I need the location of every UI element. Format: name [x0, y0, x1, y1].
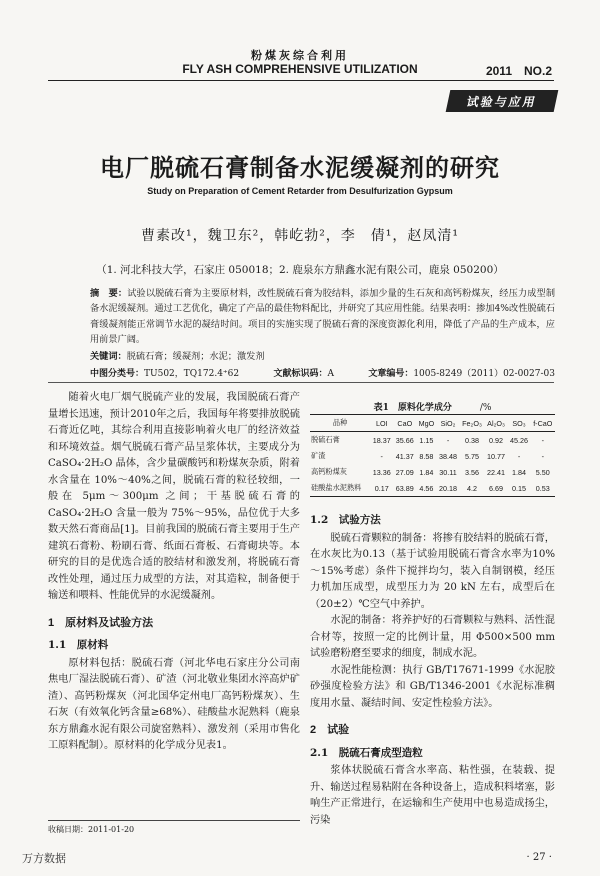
table-cell: 6.69	[485, 480, 508, 497]
clc-label: 中图分类号：	[90, 369, 145, 379]
method-paragraph-1: 脱硫石膏颗粒的制备：将掺有胶结料的脱硫石膏，在水灰比为0.13（基于试验用脱硫石膏含水率为10%～15%考虑）条件下搅拌均匀，装入自制钢模，经压力机加压成型，成型压力为 20 kN 左右，成型后在（20±2）℃空气中养护。	[310, 532, 555, 610]
table-header-row	[310, 415, 555, 432]
received-date: 收稿日期：2011-01-20	[48, 820, 300, 835]
table-cell: 45.26	[510, 435, 529, 445]
doc-value: A	[327, 369, 334, 379]
table-caption	[310, 400, 555, 413]
method-paragraph-2: 水泥的制备：将养护好的石膏颗粒与熟料、活性混合材等，按照一定的比例计量，用 Φ500×500 mm 试验磨粉磨至要求的细度，制成水泥。	[310, 615, 555, 659]
clc-value: TU502，TQ172.4⁺62	[144, 369, 240, 379]
table-header-cell: CaO	[393, 415, 416, 432]
table-header-cell: 品种	[310, 415, 370, 432]
table-cell: 41.37	[395, 451, 414, 461]
table-header-cell: Al₂O₃	[485, 415, 508, 432]
clc-code	[90, 366, 239, 379]
table-cell: 1.84	[512, 467, 527, 477]
article-id	[368, 366, 555, 379]
table-cell: 脱硫石膏	[311, 435, 340, 444]
doc-code	[273, 366, 334, 379]
table-cell: 27.09	[395, 467, 414, 477]
affiliation: （1. 河北科技大学，石家庄 050018；2. 鹿泉东方鼎鑫水泥有限公司，鹿泉 050200）	[96, 264, 504, 276]
table-cell: 38.48	[439, 451, 458, 461]
table-cell: 8.58	[419, 451, 434, 461]
intro-paragraph: 随着火电厂烟气脱硫产业的发展，我国脱硫石膏产量增长迅速，预计2010年之后，我国每年将要排放脱硫石膏近亿吨，其综合利用直接影响着火电厂的经济效益和环境效益。烟气脱硫石膏产品呈浆体状，主要成分为 CaSO₄·2H₂O 晶体，含少量碳酸钙和粉煤灰杂质，附着水含量在 10%～40%之间，脱硫石膏的粒径较细，一般在 5μm～300μm 之间；干基脱硫石膏的 CaSO₄·2H₂O 含量一般为 75%～95%，品位优于大多数天然石膏商品[1]。目前我国的脱硫石膏主要用于生产建筑石膏粉、粉刷石膏、纸面石膏板、石膏砌块等。本研究的目的是优选合适的胶结材和激发剂，将脱硫石膏改性处理，通过压力成型的方法，对其造粒，制备便于输送和喂料、性能优异的水泥缓凝剂。	[48, 392, 300, 601]
section-tag: 试验与应用	[446, 90, 559, 112]
keywords-label: 关键词：	[90, 351, 127, 362]
author-list: 曹素改¹，魏卫东²，韩屹勃²，李 倩¹，赵凤清¹	[140, 228, 460, 244]
page-number: · 27 ·	[526, 852, 552, 863]
table-header-cell: SiO₂	[437, 415, 460, 432]
table-cell: 5.50	[535, 467, 550, 477]
table-row	[310, 448, 555, 464]
abstract-text: 试验以脱硫石膏为主要原材料，改性脱硫石膏为胶结料，添加少量的生石灰和高钙粉煤灰，经压力成型制备水泥缓凝剂。通过工艺优化，确定了产品的最佳物料配比，并研究了其应用性能。结果表明：掺加4%改性脱硫石膏缓凝剂能正常调节水泥的凝结时间。项目的实施实现了脱硫石膏的深度资源化利用，降低了产品的生产成本，应用前景广阔。	[90, 288, 556, 346]
table-cell: 5.75	[465, 451, 480, 461]
section-2-1-paragraph: 浆体状脱硫石膏含水率高、粘性强，在装载、提升、输送过程易粘附在各种设备上，造成积料堵塞，影响生产正常进行，在运输和生产使用中也易造成扬尘，污染	[310, 765, 555, 826]
table-cell: -	[541, 451, 544, 461]
article-title-en: Study on Preparation of Cement Retarder from Desulfurization Gypsum	[147, 186, 453, 196]
article-title-cn: 电厂脱硫石膏制备水泥缓凝剂的研究	[100, 153, 500, 182]
table-unit: /%	[479, 403, 492, 413]
table-cell: 0.38	[465, 435, 480, 445]
table-cell: 0.92	[489, 435, 504, 445]
table-cell: -	[446, 435, 450, 445]
right-column	[310, 510, 555, 829]
table-cell: 1.15	[419, 435, 434, 445]
doc-label: 文献标识码：	[273, 369, 328, 379]
materials-paragraph: 原材料包括：脱硫石膏（河北华电石家庄分公司南焦电厂湿法脱硫石膏）、矿渣（河北敬业集团水淬高炉矿渣）、高钙粉煤灰（河北国华定州电厂高钙粉煤灰）、生石灰（有效氧化钙含量≥68%）、硅酸盐水泥熟料（鹿泉东方鼎鑫水泥有限公司旋窑熟料）、激发剂（采用市售化工原料配制）。原材料的化学成分见表1。	[48, 657, 300, 751]
section-2-heading: 2 试验	[310, 724, 350, 736]
table-header-cell: MgO	[416, 415, 436, 432]
table-header-cell: SO₃	[508, 415, 531, 432]
table-cell: 高钙粉煤灰	[311, 467, 347, 476]
left-column	[48, 390, 300, 755]
table-cell: 20.18	[437, 480, 460, 497]
table-row	[310, 432, 555, 449]
table-cell: 1.84	[419, 467, 434, 477]
id-label: 文章编号：	[368, 369, 414, 379]
table-caption-text: 表1 原料化学成分	[373, 403, 452, 413]
table-row	[310, 464, 555, 480]
keywords	[90, 348, 555, 362]
table-cell: 30.11	[439, 467, 457, 477]
watermark: 万方数据	[22, 853, 66, 865]
header-rule	[48, 80, 554, 81]
table-cell: 10.77	[487, 451, 506, 461]
journal-name-en: FLY ASH COMPREHENSIVE UTILIZATION	[182, 62, 418, 76]
table-cell: 35.66	[395, 435, 414, 445]
table-cell: 3.56	[465, 467, 480, 477]
table-cell: 0.15	[508, 480, 531, 497]
classification-line	[90, 366, 555, 379]
section-1-heading: 1 原材料及试验方法	[48, 616, 154, 629]
table-row	[310, 480, 555, 497]
table-cell: 0.17	[370, 480, 393, 497]
table-header-cell: LOI	[370, 415, 393, 432]
method-paragraph-3: 水泥性能检测：执行 GB/T17671-1999《水泥胶砂强度检验方法》和 GB/T1346-2001《水泥标准稠度用水量、凝结时间、安定性检验方法》。	[310, 664, 555, 709]
abstract-rule	[48, 382, 554, 383]
table-cell: 4.56	[416, 480, 436, 497]
table-cell: -	[380, 451, 383, 461]
section-1-1-heading: 1.1 原材料	[48, 639, 109, 651]
table-cell: 硅酸盐水泥熟料	[310, 480, 370, 497]
table-cell: 0.53	[531, 480, 555, 497]
abstract	[90, 286, 555, 348]
table-cell: 22.41	[487, 467, 506, 477]
table-cell: 63.89	[393, 480, 416, 497]
keywords-text: 脱硫石膏；缓凝剂；水泥；激发剂	[126, 351, 265, 362]
table-cell: -	[541, 435, 544, 445]
table-cell: 13.36	[372, 467, 391, 477]
table-cell: -	[517, 451, 521, 461]
section-2-1-heading: 2.1 脱硫石膏成型造粒	[310, 746, 423, 759]
table-header-cell: Fe₂O₃	[460, 415, 485, 432]
table-header-cell: f-CaO	[531, 415, 555, 432]
chemical-composition-table	[310, 414, 555, 497]
table-cell: 18.37	[372, 435, 391, 445]
table-cell: 4.2	[460, 480, 485, 497]
issue-number: 2011 NO.2	[485, 64, 552, 78]
section-1-2-heading: 1.2 试验方法	[310, 514, 381, 526]
table-body	[310, 432, 555, 497]
table-cell: 矿渣	[311, 451, 326, 460]
journal-name-cn: 粉煤灰综合利用	[251, 49, 349, 62]
abstract-label: 摘 要：	[90, 288, 128, 299]
id-value: 1005-8249（2011）02-0027-03	[413, 369, 555, 379]
